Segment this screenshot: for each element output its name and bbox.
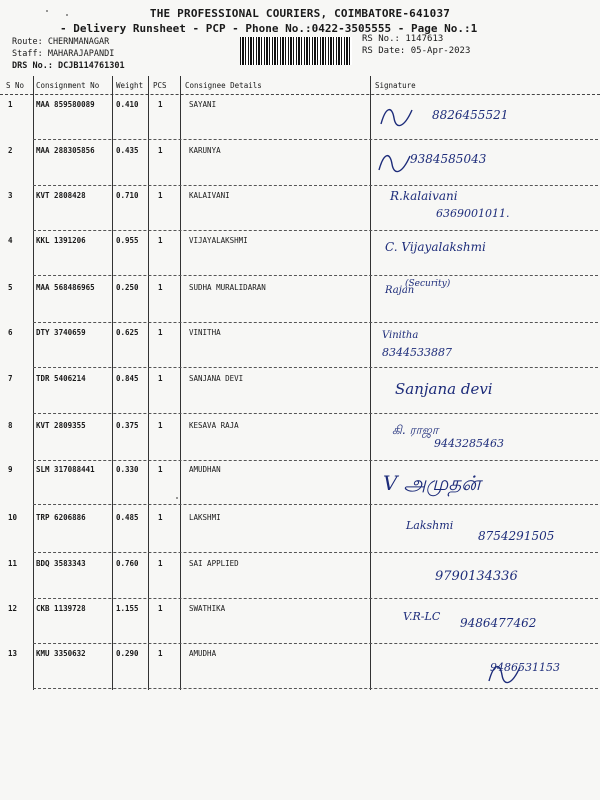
- signature-text: R.kalaivani: [390, 189, 458, 203]
- row-separator: [33, 275, 598, 276]
- weight-value: 0.625: [116, 328, 139, 337]
- serial-number: 12: [8, 604, 18, 613]
- signature-text: 8826455521: [432, 108, 509, 122]
- table-row: [0, 461, 600, 505]
- consignment-number: BDQ 3583343: [36, 559, 86, 568]
- weight-value: 0.290: [116, 649, 139, 658]
- serial-number: 10: [8, 513, 18, 522]
- consignment-number: TDR 5406214: [36, 374, 86, 383]
- table-row: [0, 279, 600, 323]
- consignee-name: AMUDHAN: [189, 465, 221, 474]
- consignee-name: SANJANA DEVI: [189, 374, 244, 383]
- staff-label: Staff: MAHARAJAPANDI: [12, 49, 115, 59]
- weight-value: 0.435: [116, 146, 139, 155]
- pcs-value: 1: [158, 191, 163, 200]
- serial-number: 6: [8, 328, 13, 337]
- table-row: [0, 96, 600, 140]
- route-label: Route: CHERNMANAGAR: [12, 37, 110, 47]
- signature-phone: 6369001011.: [436, 207, 510, 220]
- consignment-number: MAA 568486965: [36, 283, 95, 292]
- weight-value: 0.375: [116, 421, 139, 430]
- row-separator: [33, 322, 598, 323]
- consignment-number: MAA 859580089: [36, 100, 95, 109]
- signature-text: C. Vijayalakshmi: [385, 240, 486, 254]
- serial-number: 9: [8, 465, 13, 474]
- consignment-number: CKB 1139728: [36, 604, 86, 613]
- weight-value: 0.845: [116, 374, 139, 383]
- report-subtitle: - Delivery Runsheet - PCP - Phone No.:0422-3505555 - Page No.:1: [60, 22, 478, 35]
- serial-number: 3: [8, 191, 13, 200]
- consignee-name: SWATHIKA: [189, 604, 226, 613]
- serial-number: 13: [8, 649, 18, 658]
- pcs-value: 1: [158, 283, 163, 292]
- pcs-value: 1: [158, 374, 163, 383]
- col-pcs: PCS: [153, 81, 167, 90]
- serial-number: 7: [8, 374, 13, 383]
- signature-text: 9486531153: [490, 661, 560, 674]
- weight-value: 0.250: [116, 283, 139, 292]
- consignment-number: TRP 6206886: [36, 513, 86, 522]
- pcs-value: 1: [158, 649, 163, 658]
- signature-text: V.R-LC: [403, 610, 441, 623]
- weight-value: 1.155: [116, 604, 139, 613]
- table-row: [0, 324, 600, 368]
- table-row: [0, 417, 600, 461]
- signature-text: Sanjana devi: [395, 380, 493, 398]
- table-row: [0, 645, 600, 689]
- serial-number: 2: [8, 146, 13, 155]
- serial-number: 1: [8, 100, 13, 109]
- speck: [176, 497, 178, 499]
- row-separator: [33, 552, 598, 553]
- signature-phone: (Security): [405, 279, 451, 289]
- col-weight: Weight: [116, 81, 144, 90]
- runsheet-meta-right: [362, 33, 470, 57]
- row-separator: [33, 598, 598, 599]
- col-signature: Signature: [375, 81, 416, 90]
- signature-text: 9384585043: [410, 152, 487, 166]
- consignee-name: AMUDHA: [189, 649, 217, 658]
- weight-value: 0.410: [116, 100, 139, 109]
- signature-phone: 8344533887: [382, 346, 452, 359]
- serial-number: 4: [8, 236, 13, 245]
- weight-value: 0.955: [116, 236, 139, 245]
- rs-date: RS Date: 05-Apr-2023: [362, 46, 471, 56]
- pcs-value: 1: [158, 465, 163, 474]
- consignee-name: VINITHA: [189, 328, 221, 337]
- signature-text: Rajan: [385, 285, 415, 296]
- pcs-value: 1: [158, 100, 163, 109]
- consignment-number: MAA 288305856: [36, 146, 95, 155]
- table-row: [0, 187, 600, 231]
- signature-phone: 9486477462: [460, 616, 537, 630]
- signature-text: Vinitha: [382, 330, 419, 341]
- weight-value: 0.330: [116, 465, 139, 474]
- signature-text: கி. ராஜா: [392, 423, 439, 437]
- pcs-value: 1: [158, 236, 163, 245]
- table-row: [0, 142, 600, 186]
- table-row: [0, 370, 600, 414]
- table-row: [0, 232, 600, 276]
- pcs-value: 1: [158, 513, 163, 522]
- table-row: [0, 509, 600, 553]
- consignment-number: KMU 3350632: [36, 649, 86, 658]
- consignee-name: KESAVA RAJA: [189, 421, 239, 430]
- barcode-image: [240, 37, 352, 65]
- serial-number: 11: [8, 559, 18, 568]
- report-title: THE PROFESSIONAL COURIERS, COIMBATORE-641037: [149, 7, 451, 20]
- row-separator: [33, 139, 598, 140]
- signature-phone: 8754291505: [478, 529, 555, 543]
- speck: [66, 14, 68, 16]
- signature-text: V அமுதன்: [383, 471, 481, 495]
- table-header: [0, 78, 600, 95]
- row-separator: [33, 185, 598, 186]
- row-separator: [33, 367, 598, 368]
- consignment-number: KVT 2808428: [36, 191, 86, 200]
- row-separator: [33, 643, 598, 644]
- consignee-name: KARUNYA: [189, 146, 221, 155]
- consignee-name: SAYANI: [189, 100, 217, 109]
- signature-phone: 9443285463: [434, 437, 504, 450]
- consignment-number: KKL 1391206: [36, 236, 86, 245]
- consignment-number: DTY 3740659: [36, 328, 86, 337]
- consignment-number: KVT 2809355: [36, 421, 86, 430]
- signature-text: 9790134336: [435, 569, 518, 584]
- table-row: [0, 600, 600, 644]
- row-separator: [33, 504, 598, 505]
- pcs-value: 1: [158, 421, 163, 430]
- consignee-name: KALAIVANI: [189, 191, 230, 200]
- speck: [46, 10, 48, 12]
- consignee-name: LAKSHMI: [189, 513, 221, 522]
- weight-value: 0.485: [116, 513, 139, 522]
- signature-text: Lakshmi: [406, 519, 454, 532]
- signature-scribble: [378, 102, 418, 132]
- consignee-name: SAI APPLIED: [189, 559, 239, 568]
- pcs-value: 1: [158, 146, 163, 155]
- table-row: [0, 555, 600, 599]
- col-sno: S No: [6, 81, 25, 90]
- rs-number: RS No.: 1147613: [362, 34, 444, 44]
- col-consignee: Consignee Details: [185, 81, 262, 90]
- weight-value: 0.760: [116, 559, 139, 568]
- consignee-name: VIJAYALAKSHMI: [189, 236, 248, 245]
- consignment-number: SLM 317088441: [36, 465, 95, 474]
- col-consignment: Consignment No: [36, 81, 100, 90]
- runsheet-meta-left: [12, 36, 125, 72]
- drs-number: DRS No.: DCJB114761301: [12, 61, 125, 71]
- row-separator: [33, 688, 598, 689]
- pcs-value: 1: [158, 328, 163, 337]
- serial-number: 8: [8, 421, 13, 430]
- row-separator: [33, 230, 598, 231]
- pcs-value: 1: [158, 604, 163, 613]
- pcs-value: 1: [158, 559, 163, 568]
- consignee-name: SUDHA MURALIDARAN: [189, 283, 266, 292]
- row-separator: [33, 413, 598, 414]
- serial-number: 5: [8, 283, 13, 292]
- weight-value: 0.710: [116, 191, 139, 200]
